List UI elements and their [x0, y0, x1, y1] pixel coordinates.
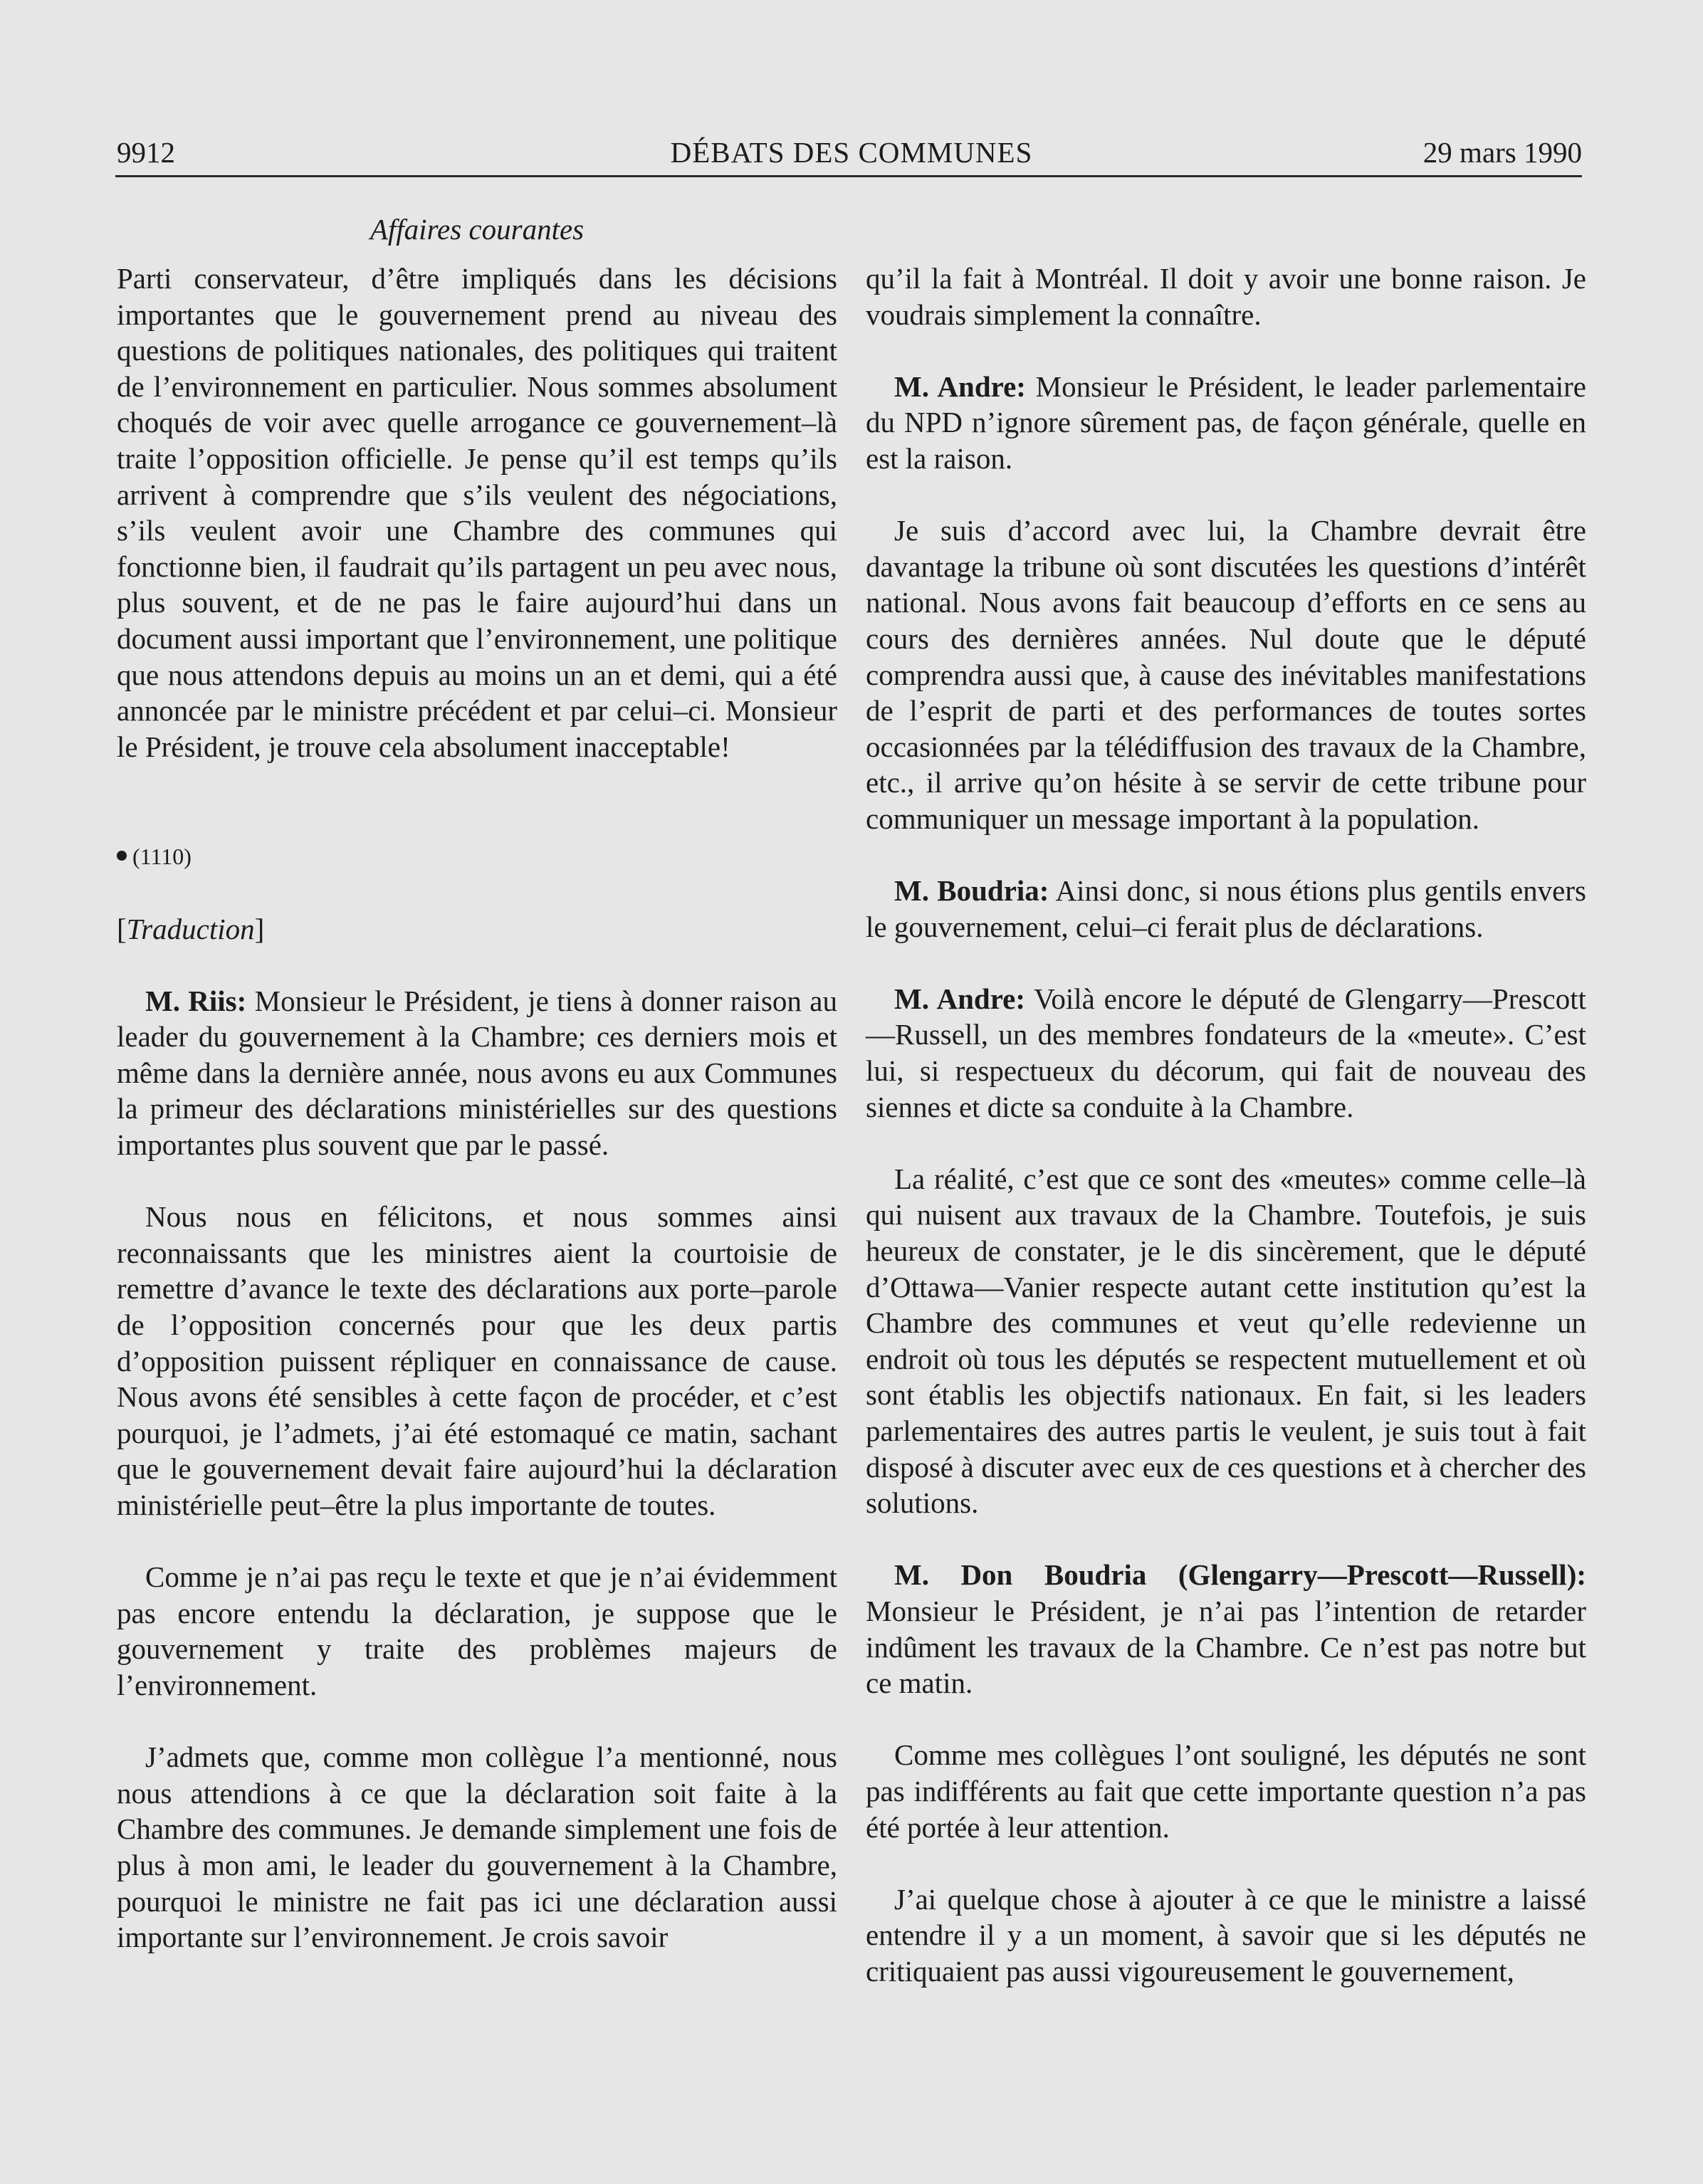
speech-text: Monsieur le Président, le leader parlementaire du NPD n’ignore sûrement pas, de façon générale, quelle en est la raison. [866, 369, 1586, 475]
left-column [117, 261, 837, 1955]
bracket-close: ] [254, 912, 265, 945]
time-marker [117, 836, 837, 875]
speech-paragraph [866, 369, 1586, 477]
translation-label: Traduction [126, 912, 255, 945]
speaker-name: M. Andre: [894, 982, 1026, 1015]
paragraph: J’admets que, comme mon collègue l’a mentionné, nous nous attendions à ce que la déclaration soit faite à la Chambre des communes. Je demande simplement une fois de plus à mon ami, le leader du gouvernement à la Chambre, pourquoi le ministre ne fait pas ici une déclaration aussi importante sur l’environnement. Je crois savoir [117, 1741, 837, 1954]
section-heading: Affaires courantes [370, 213, 585, 246]
header-rule [115, 175, 1582, 177]
right-column [866, 261, 1586, 1990]
speech-paragraph [866, 1557, 1586, 1701]
paragraph: Je suis d’accord avec lui, la Chambre devrait être davantage la tribune où sont discutées les questions d’intérêt national. Nous avons fait beaucoup d’efforts en ce sens au cours des dernières années. Nul doute que le député comprendra aussi que, à cause des inévitables manifestations de l’esprit de parti et des performances de toutes sortes occasionnées par la télédiffusion des travaux de la Chambre, etc., il arrive qu’on hésite à se servir de cette tribune pour communiquer un message important à la population. [866, 514, 1586, 835]
bracket-open: [ [117, 912, 127, 945]
speaker-name: M. Don Boudria (Glengarry—Prescott—Russell): [894, 1558, 1586, 1592]
paragraph: Parti conservateur, d’être impliqués dans les décisions importantes que le gouvernement prend au niveau des questions de politiques nationales, des politiques qui traitent de l’environnement en particulier. Nous sommes absolument choqués de voir avec quelle arrogance ce gouvernement–là traite l’opposition officielle. Je pense qu’il est temps qu’ils arrivent à comprendre que s’ils veulent des négociations, s’ils veulent avoir une Chambre des communes qui fonctionne bien, il faudrait qu’ils partagent un peu avec nous, plus souvent, et de ne pas le faire aujourd’hui dans un document aussi important que l’environnement, une politique que nous attendons depuis au moins un an et demi, qui a été annoncée par le ministre précédent et par celui–ci. Monsieur le Président, je trouve cela absolument inacceptable! [117, 262, 837, 763]
paragraph: J’ai quelque chose à ajouter à ce que le ministre a laissé entendre il y a un moment, à savoir que si les députés ne critiquaient pas aussi vigoureusement le gouvernement, [866, 1882, 1586, 1988]
speaker-name: M. Andre: [894, 369, 1026, 403]
speech-text: Monsieur le Président, je n’ai pas l’intention de retarder indûment les travaux de la Chambre. Ce n’est pas notre but ce matin. [866, 1594, 1586, 1700]
speech-paragraph [866, 873, 1586, 945]
speech-text: Ainsi donc, si nous étions plus gentils envers le gouvernement, celui–ci ferait plus de déclarations. [866, 874, 1586, 943]
translation-note [117, 911, 837, 947]
paragraph: Nous nous en félicitons, et nous sommes ainsi reconnaissants que les ministres aient la courtoisie de remettre d’avance le texte des déclarations aux porte–parole de l’opposition concernés pour que les deux partis d’opposition puissent répliquer en connaissance de cause. Nous avons été sensibles à cette façon de procéder, et c’est pourquoi, je l’admets, j’ai été estomaqué ce matin, sachant que le gouvernement devait faire aujourd’hui la déclaration ministérielle peut–être la plus importante de toutes. [117, 1200, 837, 1521]
speaker-name: M. Boudria: [894, 874, 1049, 908]
page-date: 29 mars 1990 [1422, 136, 1582, 169]
bullet-icon [117, 851, 127, 861]
speaker-name: M. Riis: [145, 984, 247, 1017]
paragraph: qu’il la fait à Montréal. Il doit y avoir une bonne raison. Je voudrais simplement la connaître. [866, 262, 1586, 331]
paragraph: La réalité, c’est que ce sont des «meutes» comme celle–là qui nuisent aux travaux de la Chambre. Toutefois, je suis heureux de constater, je le dis sincèrement, que le député d’Ottawa—Vanier respecte autant cette institution qu’est la Chambre des communes et veut qu’elle redevienne un endroit où tous les députés se respectent mutuellement et où sont établis les objectifs nationaux. En fait, si les leaders parlementaires des autres partis le veulent, je suis tout à fait disposé à discuter avec eux de ces questions et à chercher des solutions. [866, 1162, 1586, 1520]
page-number: 9912 [117, 136, 175, 169]
speech-text: Monsieur le Président, je tiens à donner raison au leader du gouvernement à la Chambre; ces derniers mois et même dans la dernière année, nous avons eu aux Communes la primeur des déclarations ministérielles sur des questions importantes plus souvent que par le passé. [117, 984, 837, 1162]
time-marker-text: (1110) [132, 844, 192, 870]
paragraph: Comme mes collègues l’ont souligné, les députés ne sont pas indifférents au fait que cette importante question n’a pas été portée à leur attention. [866, 1738, 1586, 1844]
speech-paragraph [866, 981, 1586, 1125]
page-title: DÉBATS DES COMMUNES [670, 136, 1033, 169]
speech-text: Voilà encore le député de Glengarry—Prescott—Russell, un des membres fondateurs de la «meute». C’est lui, si respectueux du décorum, qui fait de nouveau des siennes et dicte sa conduite à la Chambre. [866, 982, 1586, 1123]
paragraph: Comme je n’ai pas reçu le texte et que je n’ai évidemment pas encore entendu la déclaration, je suppose que le gouvernement y traite des problèmes majeurs de l’environnement. [117, 1560, 837, 1701]
speech-paragraph [117, 983, 837, 1163]
